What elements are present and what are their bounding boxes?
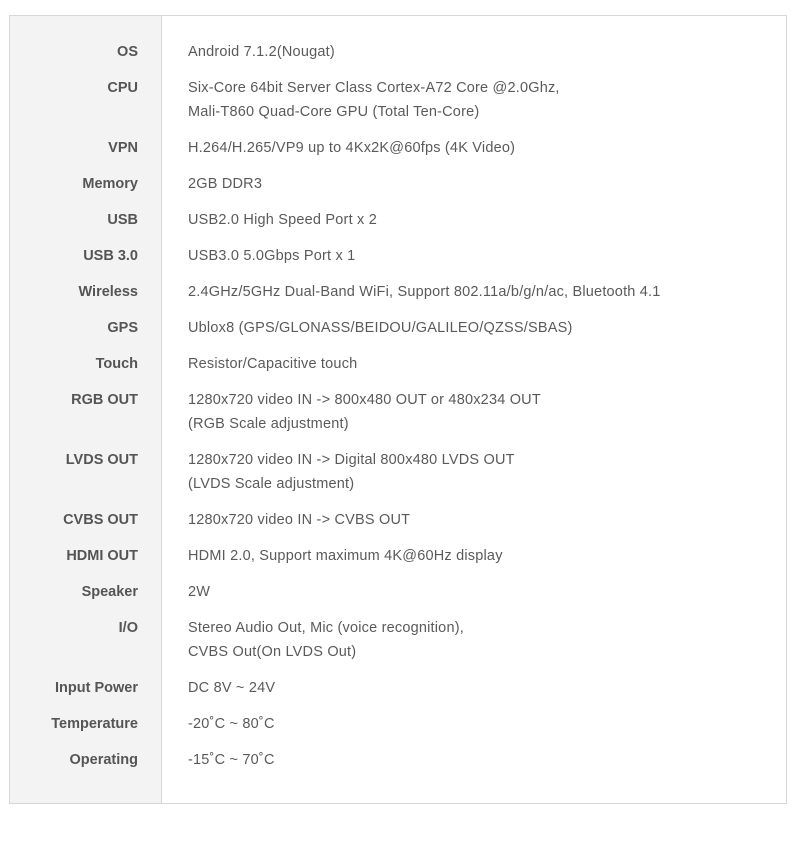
spec-value (188, 544, 503, 568)
spec-value-line: 1280x720 video IN -> 800x480 OUT or 480x234 OUT (188, 392, 541, 408)
spec-label: Temperature (51, 716, 138, 732)
spec-label: RGB OUT (71, 392, 138, 408)
spec-label: Input Power (55, 680, 138, 696)
spec-row (10, 580, 786, 604)
spec-label: Memory (82, 176, 138, 192)
spec-value-line: Android 7.1.2(Nougat) (188, 44, 335, 60)
spec-value-line: CVBS Out(On LVDS Out) (188, 644, 357, 660)
spec-value (188, 208, 377, 232)
spec-value (188, 76, 560, 124)
spec-value (188, 508, 410, 532)
spec-row (10, 616, 786, 664)
spec-value-line: Mali-T860 Quad-Core GPU (Total Ten-Core) (188, 104, 480, 120)
spec-value-line: (RGB Scale adjustment) (188, 416, 349, 432)
spec-row (10, 316, 786, 340)
spec-value-line: USB2.0 High Speed Port x 2 (188, 212, 377, 228)
spec-value-line: Six-Core 64bit Server Class Cortex-A72 Core @2.0Ghz, (188, 80, 560, 96)
spec-rows (10, 40, 786, 784)
spec-row (10, 40, 786, 64)
spec-value (188, 676, 275, 700)
spec-row (10, 676, 786, 700)
spec-value (188, 244, 355, 268)
spec-value-line: 2.4GHz/5GHz Dual-Band WiFi, Support 802.11a/b/g/n/ac, Bluetooth 4.1 (188, 284, 661, 300)
spec-label: I/O (118, 620, 138, 636)
spec-row (10, 352, 786, 376)
spec-label: Speaker (81, 584, 138, 600)
spec-value-line: Resistor/Capacitive touch (188, 356, 358, 372)
spec-value-line: Stereo Audio Out, Mic (voice recognition), (188, 620, 464, 636)
spec-value (188, 136, 515, 160)
spec-row (10, 388, 786, 436)
spec-row (10, 208, 786, 232)
spec-table (9, 15, 787, 804)
spec-label: HDMI OUT (66, 548, 138, 564)
spec-value-line: 2W (188, 584, 211, 600)
spec-value (188, 280, 661, 304)
spec-label: Operating (69, 752, 138, 768)
spec-label: LVDS OUT (65, 452, 138, 468)
spec-value (188, 388, 541, 436)
spec-row (10, 172, 786, 196)
spec-value-line: HDMI 2.0, Support maximum 4K@60Hz display (188, 548, 503, 564)
spec-label: CPU (107, 80, 138, 96)
spec-row (10, 448, 786, 496)
spec-row (10, 280, 786, 304)
spec-value-line: -15˚C ~ 70˚C (188, 752, 275, 768)
spec-label: VPN (108, 140, 138, 156)
spec-value (188, 40, 335, 64)
spec-value (188, 748, 275, 772)
spec-row (10, 508, 786, 532)
spec-label: Wireless (78, 284, 138, 300)
spec-row (10, 544, 786, 568)
spec-row (10, 76, 786, 124)
spec-value-line: H.264/H.265/VP9 up to 4Kx2K@60fps (4K Video) (188, 140, 516, 156)
spec-value-line: Ublox8 (GPS/GLONASS/BEIDOU/GALILEO/QZSS/SBAS) (188, 320, 573, 336)
spec-value-line: 1280x720 video IN -> Digital 800x480 LVDS OUT (188, 452, 515, 468)
spec-value (188, 712, 275, 736)
spec-value (188, 172, 262, 196)
spec-label: OS (117, 44, 138, 60)
spec-row (10, 712, 786, 736)
spec-value-line: (LVDS Scale adjustment) (188, 476, 355, 492)
spec-value (188, 352, 357, 376)
spec-value-line: 2GB DDR3 (188, 176, 263, 192)
spec-value (188, 316, 573, 340)
spec-label: GPS (107, 320, 138, 336)
spec-value-line: -20˚C ~ 80˚C (188, 716, 275, 732)
spec-value (188, 580, 210, 604)
spec-label: CVBS OUT (63, 512, 138, 528)
spec-label: Touch (95, 356, 138, 372)
spec-value (188, 616, 464, 664)
spec-value (188, 448, 515, 496)
spec-label: USB (107, 212, 138, 228)
spec-value-line: USB3.0 5.0Gbps Port x 1 (188, 248, 356, 264)
spec-label: USB 3.0 (83, 248, 138, 264)
spec-value-line: DC 8V ~ 24V (188, 680, 276, 696)
spec-row (10, 748, 786, 772)
spec-value-line: 1280x720 video IN -> CVBS OUT (188, 512, 411, 528)
spec-row (10, 136, 786, 160)
spec-row (10, 244, 786, 268)
